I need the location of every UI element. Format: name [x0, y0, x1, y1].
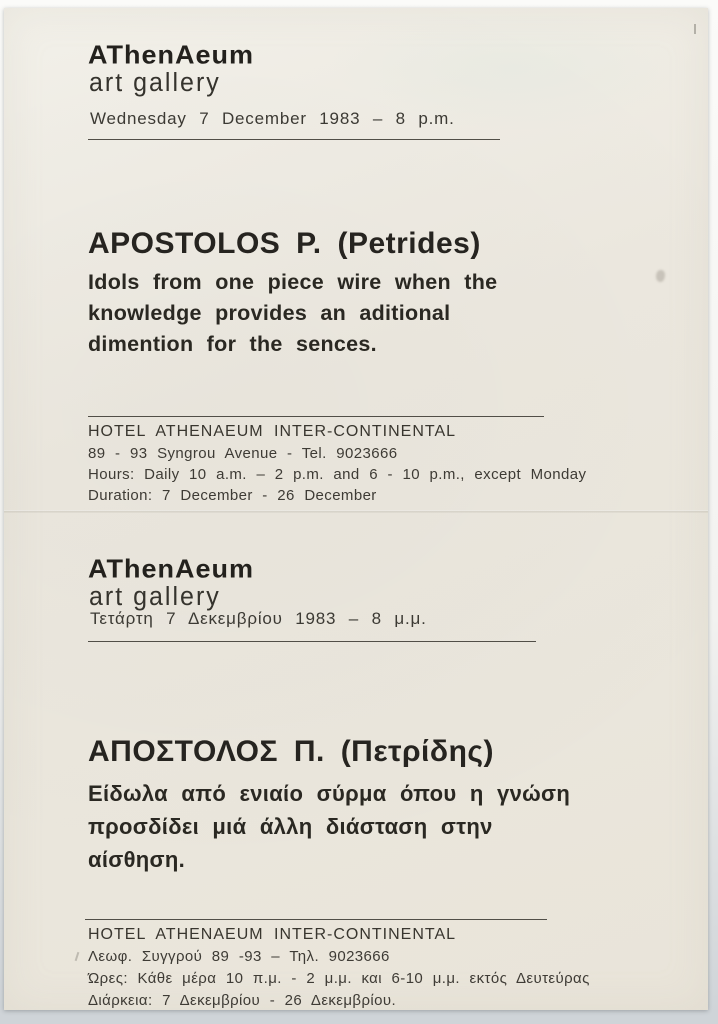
artist-title-greek: ΑΠΟΣΤΟΛΟΣ Π. (Πετρίδης) [88, 735, 494, 768]
venue-address-english: 89 - 93 Syngrou Avenue - Tel. 9023666 [88, 445, 398, 462]
description-line: Είδωλα από ενιαίο σύρμα όπου η γνώση [88, 781, 571, 806]
event-datetime-greek: Τετάρτη 7 Δεκεμβρίου 1983 – 8 μ.μ. [90, 609, 427, 628]
description-line: dimention for the sences. [88, 332, 377, 356]
venue-hotel-name-greek: HOTEL ATHENAEUM INTER-CONTINENTAL [88, 926, 457, 943]
scan-artifact [75, 952, 80, 961]
venue-hours-greek: Ώρες: Κάθε μέρα 10 π.μ. - 2 μ.μ. και 6-10 μ.μ. εκτός Δευτεύρας [88, 970, 590, 987]
description-line: knowledge provides an aditional [88, 301, 451, 325]
divider-above-venue-english [88, 416, 544, 417]
exhibition-description-english [88, 267, 497, 360]
venue-duration-greek: Διάρκεια: 7 Δεκεμβρίου - 26 Δεκεμβρίου. [88, 992, 397, 1009]
description-line: Idols from one piece wire when the [88, 270, 498, 294]
venue-hotel-name-english: HOTEL ATHENAEUM INTER-CONTINENTAL [88, 423, 457, 440]
venue-address-greek: Λεωφ. Συγγρού 89 -93 – Τηλ. 9023666 [88, 948, 390, 965]
scan-artifact [694, 24, 696, 34]
fold-crease [4, 510, 708, 513]
venue-duration-english: Duration: 7 December - 26 December [88, 487, 377, 504]
gallery-logo-subtitle: art gallery [89, 68, 221, 98]
description-line: προσδίδει μιά άλλη διάσταση στην [88, 814, 493, 839]
description-line: αίσθηση. [88, 847, 186, 872]
divider-under-date-english [88, 139, 500, 140]
exhibition-description-greek [88, 777, 570, 876]
artist-title-english: APOSTOLOS P. (Petrides) [88, 227, 481, 260]
venue-hours-english: Hours: Daily 10 a.m. – 2 p.m. and 6 - 10 p.m., except Monday [88, 466, 587, 483]
event-datetime-english: Wednesday 7 December 1983 – 8 p.m. [90, 109, 455, 128]
gallery-logo-subtitle: art gallery [89, 582, 221, 612]
gallery-wordmark: AThenAeum [88, 40, 255, 70]
divider-above-venue-greek [85, 919, 547, 920]
divider-under-date-greek [88, 641, 536, 642]
scan-smudge [656, 270, 665, 282]
invitation-card [4, 8, 708, 1010]
gallery-wordmark: AThenAeum [88, 554, 255, 584]
